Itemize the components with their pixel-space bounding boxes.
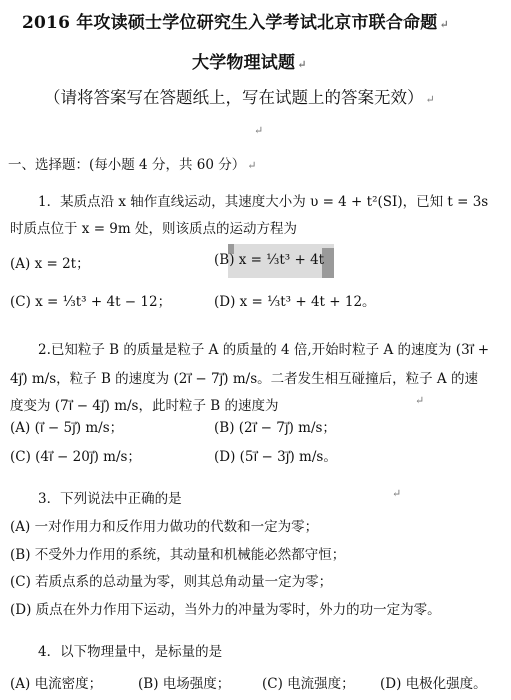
q3-option-d: (D) 质点在外力作用下运动，当外力的冲量为零时，外力的功一定为零。 <box>10 602 441 618</box>
q2-stem-line2: 4j⃗) m/s，粒子 B 的速度为 (2i⃗ − 7j⃗) m/s。二者发生相互碰撞后，粒子 A 的速 <box>10 371 478 387</box>
q1-stem-line2: 时质点位于 x = 9m 处，则该质点的运动方程为 <box>10 221 297 237</box>
q4-stem: 4．以下物理量中，是标量的是 <box>38 644 223 660</box>
q3-option-a: (A) 一对作用力和反作用力做功的代数和一定为零； <box>10 519 319 535</box>
q2-option-a: (A) (i⃗ − 5j⃗) m/s； <box>10 420 124 436</box>
q2-option-d: (D) (5i⃗ − 3j⃗) m/s。 <box>214 449 337 465</box>
paragraph-mark: ↵ <box>415 394 425 407</box>
paragraph-mark: ↵ <box>254 124 264 137</box>
q2-stem-line3: 度变为 (7i⃗ − 4j⃗) m/s，此时粒子 B 的速度为 <box>10 398 279 414</box>
q2-stem-line1: 2.已知粒子 B 的质量是粒子 A 的质量的 4 倍,开始时粒子 A 的速度为 (3i⃗ + <box>38 342 490 358</box>
exam-title: 2016 年攻读硕士学位研究生入学考试北京市联合命题 ↵ <box>22 13 449 33</box>
q1-option-a: (A) x = 2t； <box>10 256 90 272</box>
q3-option-c: (C) 若质点系的总动量为零，则其总角动量一定为零； <box>10 574 333 590</box>
q3-stem: 3．下列说法中正确的是 <box>38 491 182 507</box>
answer-instruction: （请将答案写在答题纸上，写在试题上的答案无效） ↵ <box>44 88 435 107</box>
q1-option-d: (D) x = ⅓t³ + 4t + 12。 <box>214 294 376 310</box>
exam-subject: 大学物理试题 ↵ <box>192 53 307 73</box>
q4-option-c: (C) 电流强度； <box>262 676 355 692</box>
q1-option-b: (B) x = ⅓t³ + 4t <box>214 252 325 268</box>
section-heading: 一、选择题：(每小题 4 分，共 60 分） ↵ <box>8 157 257 173</box>
q2-option-c: (C) (4i⃗ − 20j⃗) m/s； <box>10 449 141 465</box>
q3-option-b: (B) 不受外力作用的系统，其动量和机械能必然都守恒； <box>10 547 346 563</box>
q2-option-b: (B) (2i⃗ − 7j⃗) m/s； <box>214 420 336 436</box>
q4-option-d: (D) 电极化强度。 <box>380 676 487 692</box>
paragraph-mark: ↵ <box>392 487 402 500</box>
q1-stem-line1: 1．某质点沿 x 轴作直线运动，其速度大小为 υ = 4 + t²(SI)，已知 t = 3s <box>38 194 489 210</box>
q4-option-b: (B) 电场强度； <box>138 676 231 692</box>
q4-option-a: (A) 电流密度； <box>10 676 103 692</box>
q1-option-c: (C) x = ⅓t³ + 4t − 12； <box>10 294 172 310</box>
